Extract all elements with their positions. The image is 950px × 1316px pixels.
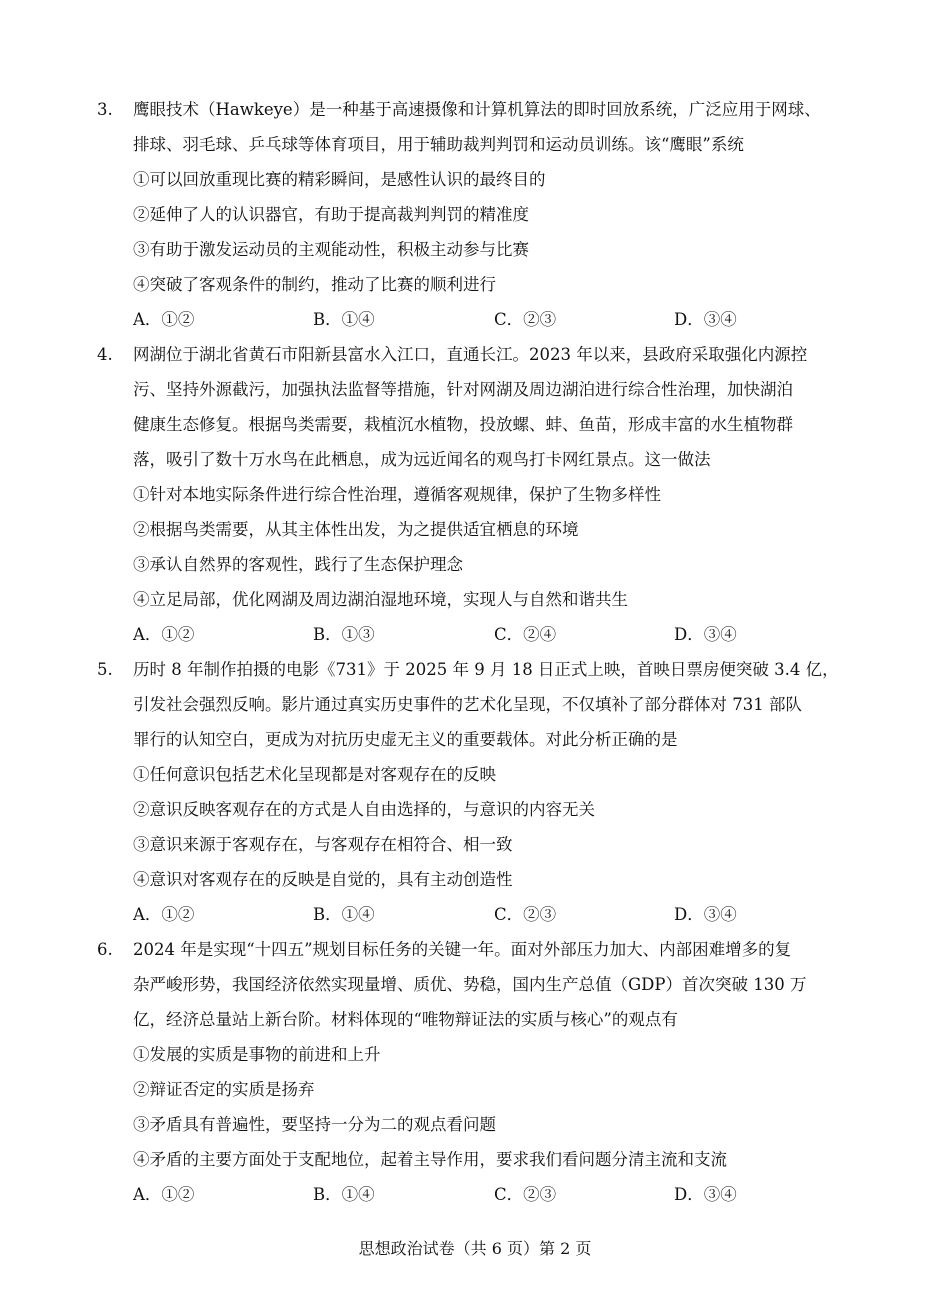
question-number: 6. (97, 940, 113, 959)
choice-c: C．②③ (494, 905, 557, 924)
option-statement-1: ①可以回放重现比赛的精彩瞬间，是感性认识的最终目的 (133, 170, 546, 189)
option-statement-4: ④矛盾的主要方面处于支配地位，起着主导作用，要求我们看问题分清主流和支流 (133, 1150, 727, 1169)
choice-b: B．①④ (313, 1185, 375, 1204)
choice-c: C．②④ (494, 625, 557, 644)
question-number: 3. (97, 100, 113, 119)
answer-choices (133, 302, 863, 337)
question-number: 5. (97, 660, 113, 679)
question-number: 4. (97, 345, 113, 364)
question-stem-line: 历时 8 年制作拍摄的电影《731》于 2025 年 9 月 18 日正式上映，首映日票房便突破 3.4 亿， (133, 660, 839, 679)
answer-choices (133, 617, 863, 652)
question-stem-line: 排球、羽毛球、乒乓球等体育项目，用于辅助裁判判罚和运动员训练。该“鹰眼”系统 (133, 135, 744, 154)
option-statement-4: ④立足局部，优化网湖及周边湖泊湿地环境，实现人与自然和谐共生 (133, 590, 628, 609)
choice-b: B．①④ (313, 905, 375, 924)
option-statement-1: ①任何意识包括艺术化呈现都是对客观存在的反映 (133, 765, 496, 784)
question-stem-line: 网湖位于湖北省黄石市阳新县富水入江口，直通长江。2023 年以来，县政府采取强化内源控 (133, 345, 808, 364)
choice-d: D．③④ (674, 310, 737, 329)
option-statement-4: ④突破了客观条件的制约，推动了比赛的顺利进行 (133, 275, 496, 294)
question-stem-line: 杂严峻形势，我国经济依然实现量增、质优、势稳，国内生产总值（GDP）首次突破 130 万 (133, 975, 807, 994)
question-stem-line: 落，吸引了数十万水鸟在此栖息，成为远近闻名的观鸟打卡网红景点。这一做法 (133, 450, 711, 469)
option-statement-2: ②延伸了人的认识器官，有助于提高裁判判罚的精准度 (133, 205, 529, 224)
question-stem-line: 亿，经济总量站上新台阶。材料体现的“唯物辩证法的实质与核心”的观点有 (133, 1010, 678, 1029)
option-statement-2: ②辩证否定的实质是扬弃 (133, 1080, 315, 1099)
option-statement-4: ④意识对客观存在的反映是自觉的，具有主动创造性 (133, 870, 513, 889)
choice-a: A．①② (133, 310, 195, 329)
option-statement-2: ②根据鸟类需要，从其主体性出发，为之提供适宜栖息的环境 (133, 520, 579, 539)
option-statement-3: ③矛盾具有普遍性，要坚持一分为二的观点看问题 (133, 1115, 496, 1134)
option-statement-3: ③有助于激发运动员的主观能动性，积极主动参与比赛 (133, 240, 529, 259)
option-statement-1: ①针对本地实际条件进行综合性治理，遵循客观规律，保护了生物多样性 (133, 485, 661, 504)
choice-b: B．①④ (313, 310, 375, 329)
answer-choices (133, 897, 863, 932)
choice-c: C．②③ (494, 1185, 557, 1204)
option-statement-1: ①发展的实质是事物的前进和上升 (133, 1045, 381, 1064)
choice-a: A．①② (133, 905, 195, 924)
choice-a: A．①② (133, 1185, 195, 1204)
question-stem-line: 引发社会强烈反响。影片通过真实历史事件的艺术化呈现，不仅填补了部分群体对 731 部队 (133, 695, 802, 714)
option-statement-2: ②意识反映客观存在的方式是人自由选择的，与意识的内容无关 (133, 800, 595, 819)
choice-b: B．①③ (313, 625, 375, 644)
question-stem-line: 污、坚持外源截污，加强执法监督等措施，针对网湖及周边湖泊进行综合性治理，加快湖泊 (133, 380, 793, 399)
option-statement-3: ③承认自然界的客观性，践行了生态保护理念 (133, 555, 463, 574)
page-footer: 思想政治试卷（共 6 页）第 2 页 (358, 1239, 592, 1258)
choice-a: A．①② (133, 625, 195, 644)
question-stem-line: 2024 年是实现“十四五”规划目标任务的关键一年。面对外部压力加大、内部困难增多的复 (133, 940, 792, 959)
choice-d: D．③④ (674, 625, 737, 644)
choice-c: C．②③ (494, 310, 557, 329)
answer-choices (133, 1177, 863, 1212)
question-stem-line: 罪行的认知空白，更成为对抗历史虚无主义的重要载体。对此分析正确的是 (133, 730, 678, 749)
choice-d: D．③④ (674, 1185, 737, 1204)
option-statement-3: ③意识来源于客观存在，与客观存在相符合、相一致 (133, 835, 513, 854)
choice-d: D．③④ (674, 905, 737, 924)
question-stem-line: 鹰眼技术（Hawkeye）是一种基于高速摄像和计算机算法的即时回放系统，广泛应用于网球、 (133, 100, 821, 119)
question-stem-line: 健康生态修复。根据鸟类需要，栽植沉水植物，投放螺、蚌、鱼苗，形成丰富的水生植物群 (133, 415, 793, 434)
